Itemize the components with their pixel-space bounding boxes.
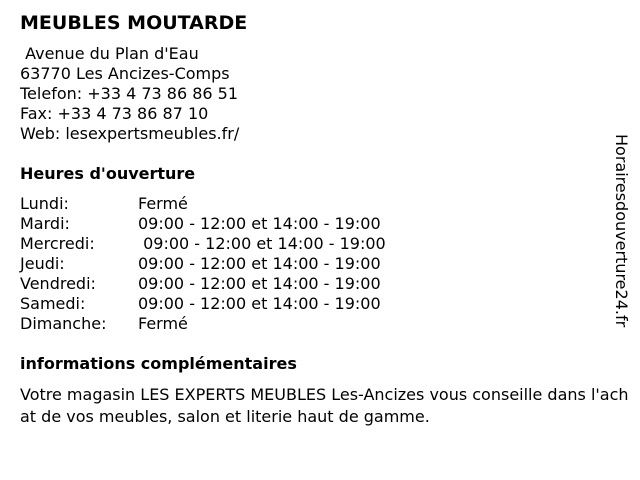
info-description: Votre magasin LES EXPERTS MEUBLES Les-Ancizes vous conseille dans l'achat de vos meubles, salon et literie haut de gamme. [20, 385, 629, 426]
website: Web: lesexpertsmeubles.fr/ [20, 124, 240, 143]
hours-heading: Heures d'ouverture [20, 164, 196, 183]
hours-row [20, 234, 386, 254]
day-label: Jeudi: [20, 254, 65, 273]
hours-row [20, 294, 386, 314]
time-value: 09:00 - 12:00 et 14:00 - 19:00 [138, 214, 381, 233]
day-label: Mercredi: [20, 234, 95, 253]
time-value: 09:00 - 12:00 et 14:00 - 19:00 [138, 234, 386, 253]
store-title: MEUBLES MOUTARDE [20, 12, 248, 34]
site-watermark: Horairesdouverture24.fr [612, 134, 631, 328]
day-label: Dimanche: [20, 314, 107, 333]
address-block [20, 44, 239, 144]
phone-number: Telefon: +33 4 73 86 86 51 [20, 84, 239, 103]
time-value: Fermé [138, 314, 188, 333]
street-address: Avenue du Plan d'Eau [20, 44, 199, 63]
day-label: Vendredi: [20, 274, 96, 293]
hours-row [20, 274, 386, 294]
hours-row [20, 194, 386, 214]
day-label: Samedi: [20, 294, 86, 313]
time-value: Fermé [138, 194, 188, 213]
hours-row [20, 214, 386, 234]
time-value: 09:00 - 12:00 et 14:00 - 19:00 [138, 294, 381, 313]
opening-hours-table [20, 194, 386, 334]
day-label: Lundi: [20, 194, 69, 213]
time-value: 09:00 - 12:00 et 14:00 - 19:00 [138, 254, 381, 273]
time-value: 09:00 - 12:00 et 14:00 - 19:00 [138, 274, 381, 293]
day-label: Mardi: [20, 214, 70, 233]
hours-row [20, 314, 386, 334]
city-address: 63770 Les Ancizes-Comps [20, 64, 230, 83]
info-heading: informations complémentaires [20, 354, 297, 373]
fax-number: Fax: +33 4 73 86 87 10 [20, 104, 209, 123]
hours-row [20, 254, 386, 274]
